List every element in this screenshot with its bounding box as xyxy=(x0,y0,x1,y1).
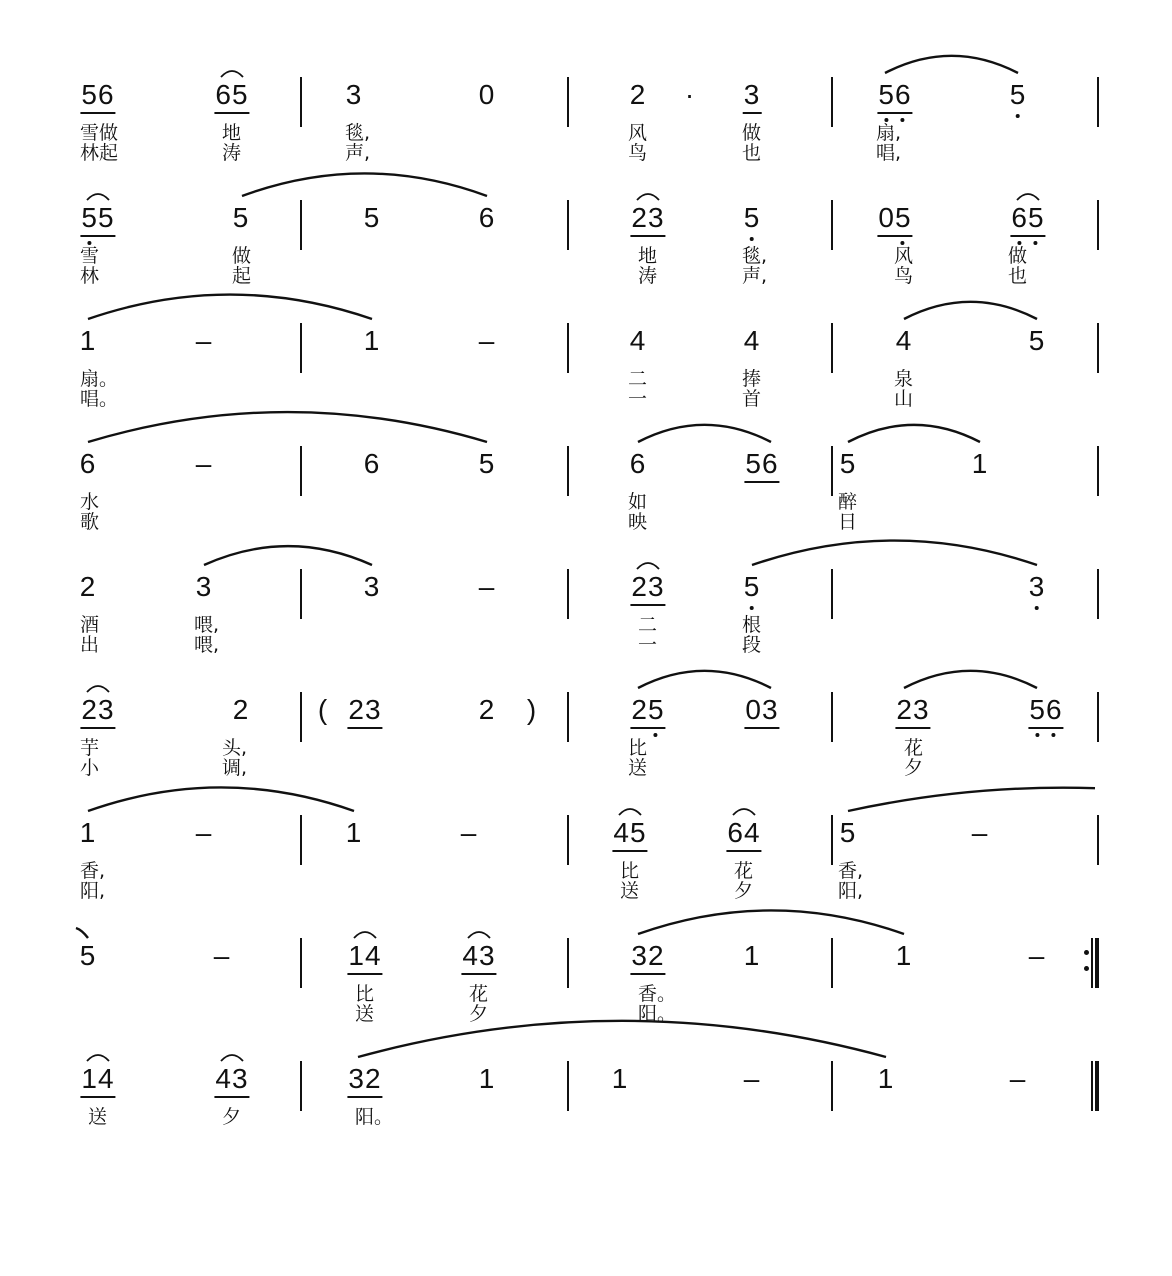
note-digits: 2 xyxy=(79,571,97,602)
score-system-1 xyxy=(0,75,1172,198)
note-group xyxy=(744,690,779,730)
lyric-syllable: 阳。 xyxy=(638,1003,677,1025)
note-group xyxy=(80,1059,115,1099)
note-group xyxy=(743,321,762,361)
note-digits: ( xyxy=(317,694,329,725)
barline xyxy=(300,569,302,619)
lyric-syllable: 林起 xyxy=(80,142,119,164)
note-group xyxy=(630,690,665,730)
note-digits: – xyxy=(478,325,496,356)
note-group xyxy=(1028,321,1047,361)
note-digits: – xyxy=(195,325,213,356)
lyric-syllable: 日 xyxy=(838,511,858,533)
lyric-syllable: 声, xyxy=(345,142,371,164)
note-digits: 6 xyxy=(629,448,647,479)
note-digits: 1 xyxy=(971,448,989,479)
note-digits: 23 xyxy=(80,693,115,729)
barline xyxy=(300,77,302,127)
note-group xyxy=(347,1059,382,1099)
note-group xyxy=(1009,75,1028,115)
lyric-syllable: 比 xyxy=(628,737,648,759)
barline xyxy=(567,692,569,742)
note-digits: 0 xyxy=(478,79,496,110)
note-group xyxy=(79,321,98,361)
score-system-5 xyxy=(0,567,1172,690)
score-system-9 xyxy=(0,1059,1172,1182)
note-digits: 43 xyxy=(214,1062,249,1098)
note-group xyxy=(347,936,382,976)
lyric-syllable: 做 xyxy=(1008,245,1028,267)
low-octave-dot xyxy=(1016,114,1020,118)
note-digits: 32 xyxy=(347,1062,382,1098)
barline xyxy=(300,323,302,373)
barline xyxy=(567,446,569,496)
barline xyxy=(831,446,833,496)
lyric-syllable: 送 xyxy=(620,880,640,902)
lyric-syllable: 夕 xyxy=(222,1106,242,1128)
lyric-syllable: 涛 xyxy=(222,142,242,164)
barline xyxy=(831,938,833,988)
low-octave-dot xyxy=(900,118,904,122)
note-group xyxy=(1009,1059,1028,1099)
note-group xyxy=(347,690,382,730)
note-digits: 03 xyxy=(744,693,779,729)
lyric-syllable: 花 xyxy=(904,737,924,759)
note-group xyxy=(345,813,364,853)
note-group xyxy=(1028,936,1047,976)
lyric-syllable: 香, xyxy=(80,860,106,882)
low-octave-dot xyxy=(1035,606,1039,610)
note-group xyxy=(877,1059,896,1099)
note-group xyxy=(629,75,648,115)
note-group xyxy=(363,321,382,361)
note-group xyxy=(478,321,497,361)
lyric-syllable: 花 xyxy=(469,983,489,1005)
note-digits: 4 xyxy=(629,325,647,356)
barline xyxy=(1097,77,1099,127)
note-digits: 32 xyxy=(630,939,665,975)
lyric-syllable: 映 xyxy=(628,511,648,533)
note-group xyxy=(684,75,696,115)
lyric-syllable: 雪做 xyxy=(80,122,119,144)
note-group xyxy=(1010,198,1045,238)
lyric-syllable: 比 xyxy=(355,983,375,1005)
note-digits: 5 xyxy=(743,202,761,233)
lyric-syllable: 做 xyxy=(742,122,762,144)
note-group xyxy=(214,1059,249,1099)
note-digits: – xyxy=(971,817,989,848)
lyric-syllable: 段 xyxy=(742,634,762,656)
barline xyxy=(1097,692,1099,742)
note-group xyxy=(79,567,98,607)
lyric-syllable: 起 xyxy=(232,265,252,287)
lyric-syllable: 香, xyxy=(838,860,864,882)
repeat-dot xyxy=(1084,966,1089,971)
note-group xyxy=(877,75,912,115)
score-system-3 xyxy=(0,321,1172,444)
note-digits: 55 xyxy=(80,201,115,237)
lyric-syllable: 鸟 xyxy=(894,265,914,287)
note-digits: 3 xyxy=(345,79,363,110)
note-digits: 4 xyxy=(895,325,913,356)
note-group xyxy=(478,75,497,115)
note-digits: 23 xyxy=(347,693,382,729)
note-group xyxy=(630,936,665,976)
barline xyxy=(567,77,569,127)
lyric-syllable: 地 xyxy=(638,245,658,267)
note-group xyxy=(460,813,479,853)
note-group xyxy=(971,444,990,484)
lyric-syllable: 夕 xyxy=(904,757,924,779)
note-group xyxy=(345,75,364,115)
lyric-syllable: 也 xyxy=(1008,265,1028,287)
lyric-syllable: 做 xyxy=(232,245,252,267)
barline xyxy=(831,1061,833,1111)
barline xyxy=(831,77,833,127)
note-digits: 14 xyxy=(347,939,382,975)
barline xyxy=(300,446,302,496)
lyric-syllable: 首 xyxy=(742,388,762,410)
score-system-8 xyxy=(0,936,1172,1059)
note-digits: 1 xyxy=(363,325,381,356)
note-digits: 25 xyxy=(630,693,665,729)
note-group xyxy=(478,567,497,607)
note-group xyxy=(971,813,990,853)
note-digits: 23 xyxy=(630,570,665,606)
note-group xyxy=(195,813,214,853)
note-group xyxy=(743,1059,762,1099)
note-group xyxy=(743,936,762,976)
note-digits: – xyxy=(743,1063,761,1094)
note-digits: 5 xyxy=(79,940,97,971)
barline xyxy=(567,1061,569,1111)
note-group xyxy=(80,690,115,730)
note-group xyxy=(232,690,251,730)
note-group xyxy=(80,198,115,238)
lyric-syllable: 泉 xyxy=(894,368,914,390)
final-barline xyxy=(1091,1061,1099,1111)
note-digits: 6 xyxy=(363,448,381,479)
note-digits: 5 xyxy=(232,202,250,233)
lyric-syllable: 一 xyxy=(638,634,658,656)
note-digits: 65 xyxy=(214,78,249,114)
note-group xyxy=(213,936,232,976)
note-group xyxy=(726,813,761,853)
note-group xyxy=(839,813,858,853)
note-group xyxy=(611,1059,630,1099)
lyric-syllable: 送 xyxy=(88,1106,108,1128)
note-digits: 56 xyxy=(744,447,779,483)
note-digits: 3 xyxy=(1028,571,1046,602)
lyric-syllable: 阳。 xyxy=(355,1106,394,1128)
score-system-2 xyxy=(0,198,1172,321)
barline xyxy=(831,692,833,742)
barline xyxy=(1097,446,1099,496)
lyric-syllable: 夕 xyxy=(734,880,754,902)
note-digits: 23 xyxy=(895,693,930,729)
note-digits: 1 xyxy=(895,940,913,971)
lyric-syllable: 风 xyxy=(894,245,914,267)
note-group xyxy=(1028,567,1047,607)
note-digits: 56 xyxy=(80,78,115,114)
note-digits: 6 xyxy=(478,202,496,233)
low-octave-dot xyxy=(750,237,754,241)
lyric-syllable: 声, xyxy=(742,265,768,287)
note-digits: 6 xyxy=(79,448,97,479)
lyric-syllable: 唱。 xyxy=(80,388,119,410)
note-digits: 56 xyxy=(1028,693,1063,729)
lyric-syllable: 捧 xyxy=(742,368,762,390)
note-group xyxy=(630,567,665,607)
low-octave-dot xyxy=(1033,241,1037,245)
barline xyxy=(567,938,569,988)
note-digits: – xyxy=(1009,1063,1027,1094)
lyric-syllable: 林 xyxy=(80,265,100,287)
lyric-syllable: 头, xyxy=(222,737,248,759)
note-digits: – xyxy=(195,817,213,848)
note-group xyxy=(877,198,912,238)
note-digits: 5 xyxy=(839,448,857,479)
note-group xyxy=(839,444,858,484)
note-digits: 3 xyxy=(195,571,213,602)
note-group xyxy=(612,813,647,853)
lyric-syllable: 香。 xyxy=(638,983,677,1005)
barline xyxy=(300,1061,302,1111)
score-system-7 xyxy=(0,813,1172,936)
note-group xyxy=(526,690,538,730)
note-group xyxy=(1028,690,1063,730)
lyric-syllable: 扇, xyxy=(876,122,902,144)
lyric-syllable: 雪 xyxy=(80,245,100,267)
note-digits: 1 xyxy=(79,325,97,356)
note-digits: – xyxy=(195,448,213,479)
lyric-syllable: 涛 xyxy=(638,265,658,287)
lyric-syllable: 唱, xyxy=(876,142,902,164)
note-group xyxy=(478,690,497,730)
note-digits: 5 xyxy=(363,202,381,233)
note-digits: – xyxy=(460,817,478,848)
note-digits: 1 xyxy=(478,1063,496,1094)
note-digits: – xyxy=(478,571,496,602)
lyric-syllable: 地 xyxy=(222,122,242,144)
note-digits: · xyxy=(684,79,696,110)
lyric-syllable: 根 xyxy=(742,614,762,636)
note-digits: 43 xyxy=(461,939,496,975)
lyric-syllable: 花 xyxy=(734,860,754,882)
barline xyxy=(567,815,569,865)
lyric-syllable: 芋 xyxy=(80,737,100,759)
note-group xyxy=(895,321,914,361)
lyric-syllable: 扇。 xyxy=(80,368,119,390)
note-group xyxy=(195,567,214,607)
lyric-syllable: 醉 xyxy=(838,491,858,513)
score-system-4 xyxy=(0,444,1172,567)
lyric-syllable: 小 xyxy=(80,757,100,779)
low-octave-dot xyxy=(1051,733,1055,737)
note-digits: 2 xyxy=(629,79,647,110)
lyric-syllable: 夕 xyxy=(469,1003,489,1025)
lyric-syllable: 二 xyxy=(628,368,648,390)
low-octave-dot xyxy=(750,606,754,610)
barline xyxy=(300,815,302,865)
low-octave-dot xyxy=(653,733,657,737)
note-group xyxy=(478,1059,497,1099)
note-digits: 05 xyxy=(877,201,912,237)
note-digits: 2 xyxy=(478,694,496,725)
barline xyxy=(1097,569,1099,619)
note-group xyxy=(478,444,497,484)
lyric-syllable: 风 xyxy=(628,122,648,144)
note-digits: – xyxy=(213,940,231,971)
barline xyxy=(831,200,833,250)
note-group xyxy=(743,198,762,238)
note-group xyxy=(461,936,496,976)
note-group xyxy=(895,690,930,730)
low-octave-dot xyxy=(1035,733,1039,737)
lyric-syllable: 山 xyxy=(894,388,914,410)
barline xyxy=(831,323,833,373)
note-digits: 65 xyxy=(1010,201,1045,237)
note-digits: 1 xyxy=(743,940,761,971)
lyric-syllable: 毯, xyxy=(742,245,768,267)
lyric-syllable: 二 xyxy=(638,614,658,636)
barline xyxy=(300,200,302,250)
repeat-dot xyxy=(1084,950,1089,955)
barline xyxy=(567,323,569,373)
note-group xyxy=(363,198,382,238)
score-system-6 xyxy=(0,690,1172,813)
barline xyxy=(300,692,302,742)
note-group xyxy=(232,198,251,238)
note-digits: 45 xyxy=(612,816,647,852)
lyric-syllable: 鸟 xyxy=(628,142,648,164)
note-digits: 5 xyxy=(743,571,761,602)
lyric-syllable: 如 xyxy=(628,491,648,513)
lyric-syllable: 水 xyxy=(80,491,100,513)
note-group xyxy=(363,567,382,607)
note-digits: – xyxy=(1028,940,1046,971)
note-digits: 3 xyxy=(743,78,762,114)
note-digits: 14 xyxy=(80,1062,115,1098)
lyric-syllable: 毯, xyxy=(345,122,371,144)
note-digits: 1 xyxy=(79,817,97,848)
barline xyxy=(1097,323,1099,373)
lyric-syllable: 调, xyxy=(222,757,248,779)
note-digits: 5 xyxy=(1009,79,1027,110)
note-digits: ) xyxy=(526,694,538,725)
barline xyxy=(300,938,302,988)
barline xyxy=(567,569,569,619)
note-group xyxy=(743,567,762,607)
note-group xyxy=(895,936,914,976)
lyric-syllable: 一 xyxy=(628,388,648,410)
barline xyxy=(831,569,833,619)
note-digits: 4 xyxy=(743,325,761,356)
note-digits: 56 xyxy=(877,78,912,114)
lyric-syllable: 送 xyxy=(628,757,648,779)
lyric-syllable: 比 xyxy=(620,860,640,882)
note-group xyxy=(80,75,115,115)
lyric-syllable: 出 xyxy=(80,634,100,656)
note-digits: 1 xyxy=(611,1063,629,1094)
lyric-syllable: 喂, xyxy=(194,614,220,636)
barline xyxy=(1097,815,1099,865)
lyric-syllable: 也 xyxy=(742,142,762,164)
lyric-syllable: 酒 xyxy=(80,614,100,636)
note-group xyxy=(629,444,648,484)
lyric-syllable: 喂, xyxy=(194,634,220,656)
note-digits: 2 xyxy=(232,694,250,725)
note-group xyxy=(79,813,98,853)
note-digits: 5 xyxy=(478,448,496,479)
lyric-syllable: 阳, xyxy=(80,880,106,902)
note-group xyxy=(195,321,214,361)
note-digits: 3 xyxy=(363,571,381,602)
barline xyxy=(567,200,569,250)
note-digits: 1 xyxy=(877,1063,895,1094)
note-digits: 64 xyxy=(726,816,761,852)
note-group xyxy=(317,690,329,730)
note-group xyxy=(79,936,98,976)
note-group xyxy=(629,321,648,361)
repeat-barline xyxy=(1091,938,1099,988)
lyric-syllable: 阳, xyxy=(838,880,864,902)
note-group xyxy=(743,75,762,115)
note-group xyxy=(79,444,98,484)
note-digits: 1 xyxy=(345,817,363,848)
lyric-syllable: 送 xyxy=(355,1003,375,1025)
note-digits: 5 xyxy=(1028,325,1046,356)
note-digits: 23 xyxy=(630,201,665,237)
note-group xyxy=(214,75,249,115)
note-group xyxy=(195,444,214,484)
note-digits: 5 xyxy=(839,817,857,848)
note-group xyxy=(478,198,497,238)
lyric-syllable: 歌 xyxy=(80,511,100,533)
note-group xyxy=(744,444,779,484)
note-group xyxy=(630,198,665,238)
barline xyxy=(1097,200,1099,250)
note-group xyxy=(363,444,382,484)
barline xyxy=(831,815,833,865)
